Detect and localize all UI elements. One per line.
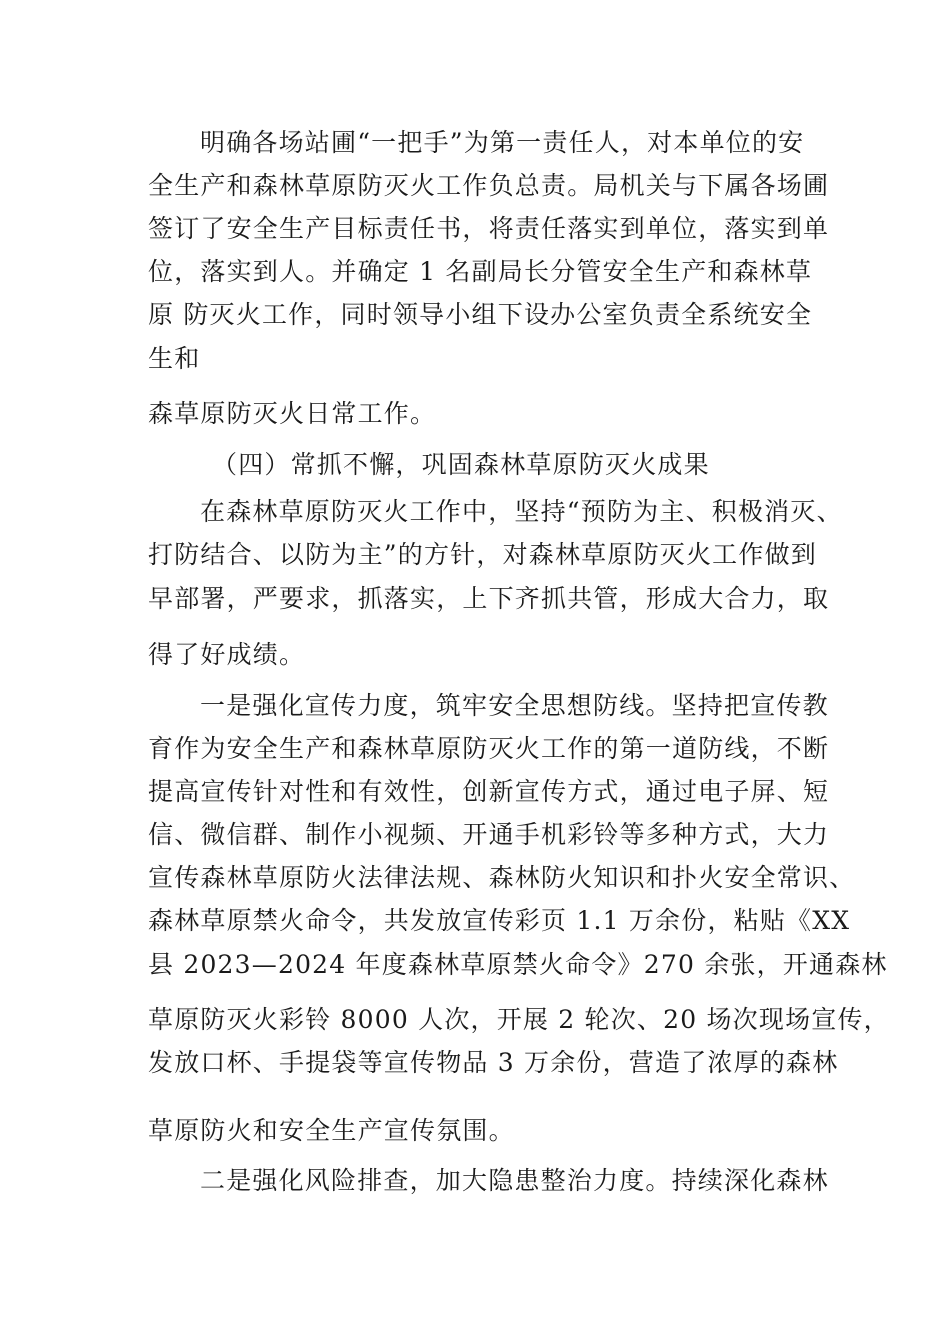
paragraph-line: 发放口杯、手提袋等宣传物品 3 万余份，营造了浓厚的森林 [148, 1048, 839, 1077]
paragraph-line: 森林草原禁火命令，共发放宣传彩页 1.1 万余份，粘贴《XX [148, 906, 851, 935]
section-heading: （四）常抓不懈，巩固森林草原防灭火成果 [212, 450, 710, 479]
paragraph-line: 宣传森林草原防火法律法规、森林防火知识和扑火安全常识、 [148, 863, 856, 892]
paragraph-line: 一是强化宣传力度，筑牢安全思想防线。坚持把宣传教 [200, 691, 829, 720]
paragraph-line: 森草原防灭火日常工作。 [148, 399, 437, 428]
paragraph-line: 提高宣传针对性和有效性，创新宣传方式，通过电子屏、短 [148, 777, 830, 806]
paragraph-line: 生和 [148, 344, 201, 373]
paragraph-line: 在森林草原防灭火工作中，坚持“预防为主、积极消灭、 [200, 497, 843, 526]
paragraph-line: 早部署，严要求，抓落实，上下齐抓共管，形成大合力，取 [148, 584, 830, 613]
paragraph-line: 育作为安全生产和森林草原防灭火工作的第一道防线，不断 [148, 734, 830, 763]
paragraph-line: 全生产和森林草原防灭火工作负总责。局机关与下属各场圃 [148, 171, 830, 200]
paragraph-line: 信、微信群、制作小视频、开通手机彩铃等多种方式，大力 [148, 820, 830, 849]
paragraph-line: 明确各场站圃“一把手”为第一责任人，对本单位的安 [200, 128, 805, 157]
paragraph-line: 位，落实到人。并确定 1 名副局长分管安全生产和森林草 [148, 257, 813, 286]
paragraph-line: 二是强化风险排查，加大隐患整治力度。持续深化森林 [200, 1166, 829, 1195]
paragraph-line: 草原防火和安全生产宣传氛围。 [148, 1116, 515, 1145]
paragraph-line: 原 防灭火工作，同时领导小组下设办公室负责全系统安全 [148, 300, 813, 329]
paragraph-line: 签订了安全生产目标责任书，将责任落实到单位，落实到单 [148, 214, 830, 243]
paragraph-line: 县 2023—2024 年度森林草原禁火命令》270 余张，开通森林 [148, 950, 888, 979]
paragraph-line: 打防结合、以防为主”的方针，对森林草原防灭火工作做到 [148, 540, 817, 569]
paragraph-line: 得了好成绩。 [148, 640, 306, 669]
paragraph-line: 草原防灭火彩铃 8000 人次，开展 2 轮次、20 场次现场宣传， [148, 1005, 890, 1034]
